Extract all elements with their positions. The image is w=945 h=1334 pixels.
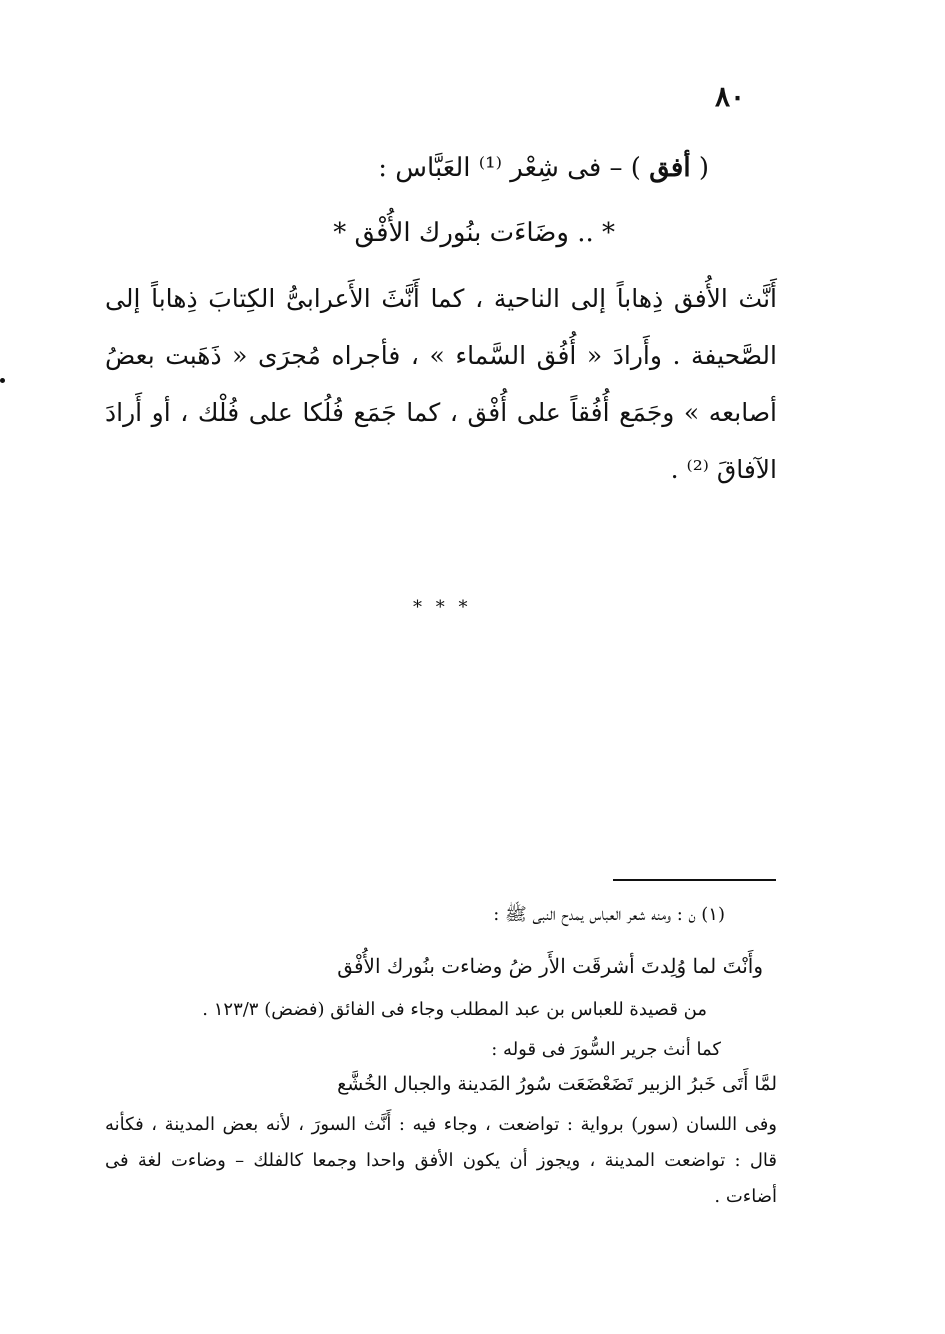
section-separator: * * * <box>413 597 472 618</box>
footnote-jarir-intro: كما أنث جرير السُّورَ فى قوله : <box>491 1039 721 1060</box>
footnote-source: من قصيدة للعباس بن عبد المطلب وجاء فى الفائق (فضض) ١٢٣/٣ . <box>202 999 707 1020</box>
heading-rest: ) – فى شِعْر ⁽¹⁾ العَبَّاس : <box>378 153 650 183</box>
verse-quote: * .. وضَاءَت بنُورك الأُفْق * <box>333 218 615 248</box>
footnote-lisan-paragraph: وفى اللسان (سور) برواية : تواضعت ، وجاء فيه : أَنَّث السورَ ، لأنه بعض المدينة ، فكأنه قال : تواضعت المدينة ، ويجوز أن يكون الأفق واحدا وجمعا كالفلك – وضاءت لغة فى أضاءت . <box>105 1114 777 1207</box>
footnote-verse-2: لمَّا أَتَى خَبرُ الزبير تَضَعْضَعَت سُورُ المَدينة والجبال الخُشَّع <box>337 1073 777 1095</box>
heading-open-paren: ( <box>690 153 709 183</box>
margin-dot <box>0 378 5 383</box>
footnote-1-intro: (١) ن : ومنه شعر العباس يمدح النبى ﷺ : <box>493 904 725 925</box>
footnote-verse-1: وأَنْتَ لما وُلِدتَ أشرقَت الأَر ضُ وضاءت بنُورك الأُفْق <box>337 954 763 978</box>
entry-headword: أفق <box>649 153 691 183</box>
main-paragraph: أَنَّث الأُفق ذِهاباً إلى الناحية ، كما أَنَّثَ الأَعرابىُّ الكِتابَ ذِهاباً إلى الصَّحيفة . وأَرادَ « أُفُق السَّماء » ، فأجراه مُجرَى « ذَهَبت بعضُ أصابعه » وجَمَع أُفُقاً على أُفْق ، كما جَمَع فُلُكا على فُلْك ، أو أَرادَ الآفاقَ ⁽²⁾ . <box>105 284 777 484</box>
entry-heading <box>378 153 709 183</box>
footnote-divider <box>613 879 776 881</box>
page-number: ٨٠ <box>715 80 746 113</box>
